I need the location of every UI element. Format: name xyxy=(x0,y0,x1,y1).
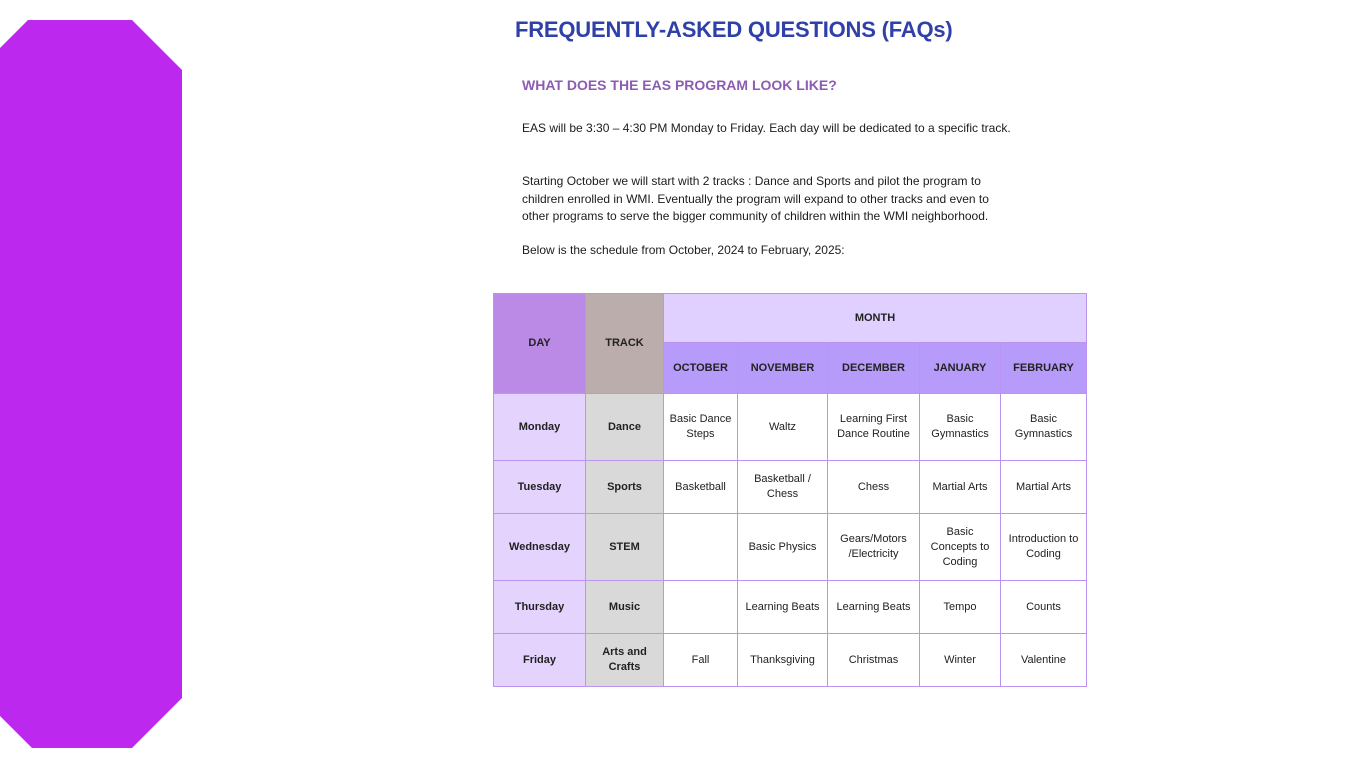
table-row xyxy=(494,514,1087,581)
schedule-cell xyxy=(664,514,738,581)
section-heading: WHAT DOES THE EAS PROGRAM LOOK LIKE? xyxy=(522,77,837,93)
table-row xyxy=(494,394,1087,461)
month-header-january: JANUARY xyxy=(920,343,1001,394)
schedule-cell: Valentine xyxy=(1001,634,1087,687)
month-header-november: NOVEMBER xyxy=(738,343,828,394)
schedule-cell: Basic Physics xyxy=(738,514,828,581)
schedule-cell: Introduction to Coding xyxy=(1001,514,1087,581)
schedule-cell: Basic Concepts to Coding xyxy=(920,514,1001,581)
month-header-december: DECEMBER xyxy=(828,343,920,394)
schedule-cell xyxy=(664,581,738,634)
table-row xyxy=(494,634,1087,687)
track-cell: Music xyxy=(586,581,664,634)
month-header: MONTH xyxy=(664,294,1087,343)
decorative-purple-shape xyxy=(0,20,182,748)
paragraph-tracks: Starting October we will start with 2 tracks : Dance and Sports and pilot the program to children enrolled in WMI. Eventually the program will expand to other tracks and even to other programs to serve the bigger community of children within the WMI neighborhood. xyxy=(522,174,989,223)
schedule-cell: Basic Gymnastics xyxy=(920,394,1001,461)
schedule-cell: Winter xyxy=(920,634,1001,687)
day-cell: Tuesday xyxy=(494,461,586,514)
schedule-cell: Christmas xyxy=(828,634,920,687)
day-cell: Wednesday xyxy=(494,514,586,581)
schedule-cell: Learning Beats xyxy=(828,581,920,634)
schedule-cell: Basic Dance Steps xyxy=(664,394,738,461)
schedule-cell: Basketball xyxy=(664,461,738,514)
schedule-cell: Gears/Motors /Electricity xyxy=(828,514,920,581)
month-header-february: FEBRUARY xyxy=(1001,343,1087,394)
paragraph-schedule-intro: Below is the schedule from October, 2024 to February, 2025: xyxy=(522,243,845,257)
schedule-cell: Chess xyxy=(828,461,920,514)
schedule-cell: Basic Gymnastics xyxy=(1001,394,1087,461)
track-cell: Sports xyxy=(586,461,664,514)
schedule-cell: Learning First Dance Routine xyxy=(828,394,920,461)
month-header-october: OCTOBER xyxy=(664,343,738,394)
schedule-cell: Thanksgiving xyxy=(738,634,828,687)
table-row xyxy=(494,461,1087,514)
schedule-cell: Martial Arts xyxy=(920,461,1001,514)
schedule-table xyxy=(493,293,1087,687)
table-row xyxy=(494,581,1087,634)
page-title: FREQUENTLY-ASKED QUESTIONS (FAQs) xyxy=(515,17,953,42)
day-column-header: DAY xyxy=(494,294,586,394)
schedule-cell: Counts xyxy=(1001,581,1087,634)
day-cell: Monday xyxy=(494,394,586,461)
paragraph-schedule-hours: EAS will be 3:30 – 4:30 PM Monday to Friday. Each day will be dedicated to a specific track. xyxy=(522,121,1011,135)
track-cell: Arts and Crafts xyxy=(586,634,664,687)
schedule-cell: Waltz xyxy=(738,394,828,461)
track-cell: STEM xyxy=(586,514,664,581)
schedule-cell: Learning Beats xyxy=(738,581,828,634)
schedule-cell: Martial Arts xyxy=(1001,461,1087,514)
schedule-cell: Tempo xyxy=(920,581,1001,634)
day-cell: Thursday xyxy=(494,581,586,634)
track-cell: Dance xyxy=(586,394,664,461)
schedule-cell: Basketball / Chess xyxy=(738,461,828,514)
track-column-header: TRACK xyxy=(586,294,664,394)
day-cell: Friday xyxy=(494,634,586,687)
schedule-cell: Fall xyxy=(664,634,738,687)
